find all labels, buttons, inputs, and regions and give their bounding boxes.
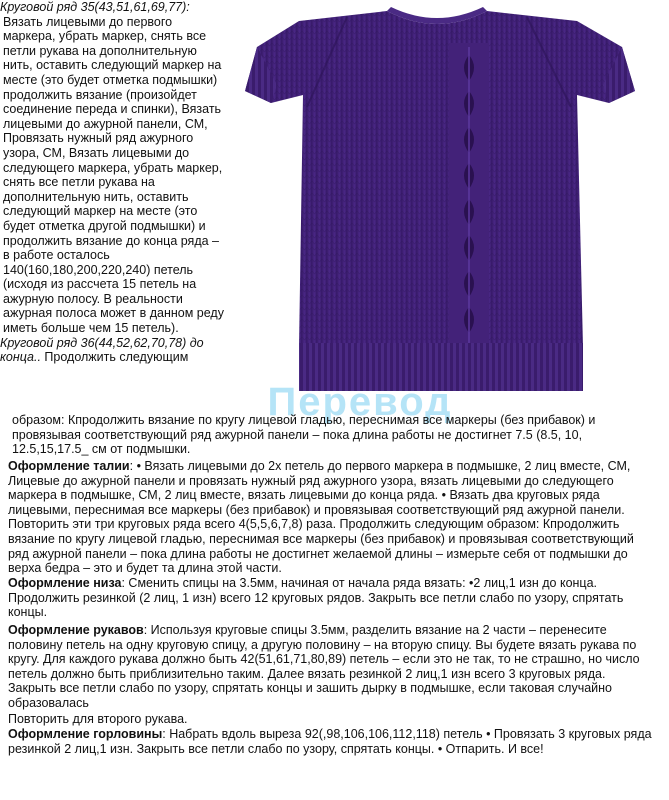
row36-continuation: образом: Кпродолжить вязание по кругу лицевой гладью, переснимая все маркеры (без прибавок) и провязывая соответствующий ряд ажурной панели – пока длина работы не достигнет 7.5 (8.5, 10, 12.5,15,17.5_ см от подмышки. xyxy=(12,413,596,457)
watermark: Перевод xyxy=(267,380,453,424)
row36-line xyxy=(0,336,226,365)
hem-section xyxy=(8,576,653,620)
waist-heading: Оформление талии xyxy=(8,459,130,473)
sweater-photo xyxy=(237,7,641,395)
sleeves-heading: Оформление рукавов xyxy=(8,623,144,637)
sleeves-repeat: Повторить для второго рукава. xyxy=(8,712,188,726)
lace-panel xyxy=(449,43,489,343)
neck-section xyxy=(8,727,653,756)
hem-text: : Сменить спицы на 3.5мм, начиная от начала ряда вязать: •2 лиц,1 изн до конца. Продолжить резинкой (2 лиц, 1 изн) всего 12 круговых рядов. Закрыть все петли слабо по узору, спрятать концы. xyxy=(8,576,624,620)
row35-instructions: Вязать лицевыми до первого маркера, убрать маркер, снять все петли рукава на дополнительную нить, оставить следующий маркер на месте (это будет отметка подмышки) продолжить вязание (произойдет соединение переда и спинки), Вязать лицевыми до ажурной панели, СМ, Провязать нужный ряд ажурного узора, СМ, Вязать лицевыми до следующего маркера, убрать маркер, снять все петли рукава на дополнительную нить, оставить следующий маркер на месте (это будет отметка другой подмышки) и продолжить вязание до конца ряда – в работе осталось 140(160,180,200,220,240) петель (исходя из рассчета 15 петель на ажурную полосу. В реальности ажурная полоса может в данном реду иметь больше чем 15 петель). xyxy=(3,14,224,336)
left-text-column xyxy=(0,0,226,365)
row35-heading: Круговой ряд 35(43,51,61,69,77): xyxy=(0,0,190,14)
waist-section xyxy=(8,459,653,576)
sleeves-text: : Используя круговые спицы 3.5мм, разделить вязание на 2 части – перенесите половину петель на одну круговую спицу, а другую половину – на вторую спицу. Вы будете вязать рукава по кругу. Для каждого рукава должно быть 42(51,61,71,80,89) петель – если это не так, то не страшно, но число петель должно быть приблизительно таким. Далее вязать резинкой 2 лиц,1 изн всего 3 круговых ряда. Закрыть все петли слабо по узору, спрятать концы и зашить дырку в подмышке, если таковая случайно образовалась xyxy=(8,623,640,710)
neck-heading: Оформление горловины xyxy=(8,727,163,741)
row36-heading: Круговой ряд 36(44,52,62,70,78) до конца.. xyxy=(0,335,204,365)
sleeves-section xyxy=(8,623,653,711)
sweater-image xyxy=(237,7,641,395)
neck-text: : Набрать вдоль выреза 92(,98,106,106,112,118) петель • Провязать 3 круговых ряда резинкой 2 лиц,1 изн. Закрыть все петли слабо по узору, спрятать концы. • Отпарить. И все! xyxy=(8,727,652,756)
hem-heading: Оформление низа xyxy=(8,576,122,590)
waist-text: : • Вязать лицевыми до 2х петель до первого маркера в подмышке, 2 лиц вместе, СМ, Лицевые до ажурной панели и провязать нужный ряд ажурного узора, вязать лицевыми до следующего маркера в подмышке, СМ, 2 лиц вместе, вязать лицевыми до конца ряда. • Вязать два круговых ряда лицевыми, переснимая все маркеры (без прибавок) и провязывая соответствующий ряд ажурной панели. Повторить эти три круговых ряда всего 4(5,5,6,7,8) раза. Продолжить следующим образом: Кпродолжить вязание по кругу лицевой гладью, переснимая все маркеры (без прибавок) и провязывая соответствующий ряд ажурной панели – пока длина работы не достигнет желаемой длины – измерьте себя от подмышки до верха бедра – это и будет та длина этой части. xyxy=(8,459,634,576)
row36-start: Продолжить следующим xyxy=(44,350,189,365)
